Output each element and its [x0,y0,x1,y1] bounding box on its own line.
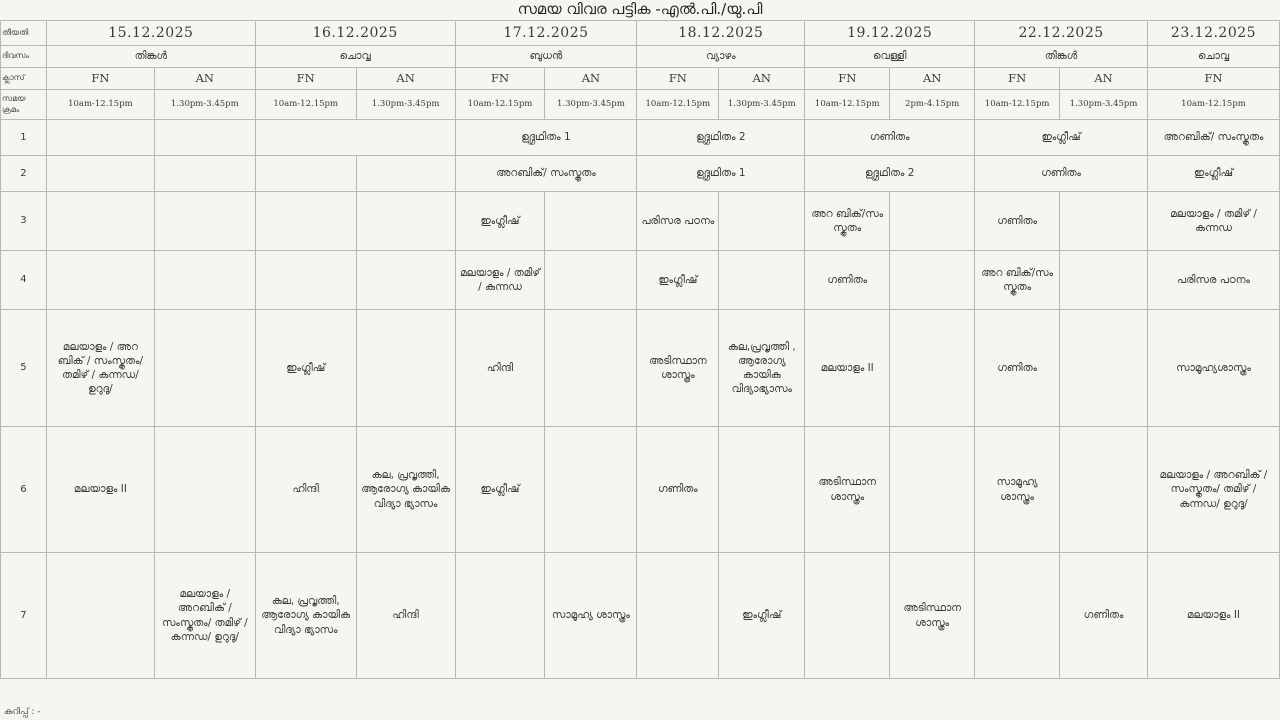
session-cell: FN [1148,68,1280,90]
subject-cell: ഇംഗ്ലീഷ് [1148,156,1280,192]
subject-cell: ഹിന്ദി [255,427,356,553]
time-row [1,90,1280,120]
subject-cell [890,251,975,310]
subject-cell [356,192,455,251]
day-cell: ബുധൻ [455,46,637,68]
row-number: 5 [1,310,47,427]
date-cell: 22.12.2025 [975,21,1148,46]
subject-cell [46,553,154,679]
session-cell: FN [975,68,1060,90]
subject-cell: മലയാളം II [805,310,890,427]
time-cell: 10am-12.15pm [455,90,545,120]
time-cell: 1.30pm-3.45pm [1060,90,1148,120]
subject-cell [154,310,255,427]
subject-cell [255,156,356,192]
subject-cell [154,156,255,192]
row-number: 4 [1,251,47,310]
row-number: 7 [1,553,47,679]
time-cell: 1.30pm-3.45pm [719,90,805,120]
row-number: 3 [1,192,47,251]
time-cell: 1.30pm-3.45pm [356,90,455,120]
subject-cell: അടിസ്ഥാന ശാസ്ത്രം [805,427,890,553]
table-row [1,427,1280,553]
subject-cell [46,120,154,156]
subject-cell: ഗണിതം [637,427,719,553]
subject-cell [1060,251,1148,310]
subject-cell: ഗണിതം [975,310,1060,427]
subject-cell [154,120,255,156]
date-cell: 19.12.2025 [805,21,975,46]
subject-cell [46,192,154,251]
row-number: 6 [1,427,47,553]
subject-cell: ഗണിതം [975,192,1060,251]
session-cell: FN [46,68,154,90]
subject-cell: ഇംഗ്ലീഷ് [975,120,1148,156]
subject-cell [890,427,975,553]
subject-cell [356,156,455,192]
subject-cell: മലയാളം / തമിഴ് / കന്നഡ [455,251,545,310]
subject-cell [890,192,975,251]
date-cell: 16.12.2025 [255,21,455,46]
subject-cell [154,427,255,553]
session-cell: FN [455,68,545,90]
subject-cell: ഉദ്ഗ്രഥിതം 2 [637,120,805,156]
session-cell: AN [154,68,255,90]
subject-cell: ഇംഗ്ലീഷ് [455,192,545,251]
subject-cell: മലയാളം / അറബിക് / സംസ്കൃതം/ തമിഴ് / കന്നഡ/ ഉറുദു/ [1148,427,1280,553]
time-cell: 10am-12.15pm [46,90,154,120]
subject-cell: മലയാളം II [46,427,154,553]
subject-cell: ഗണിതം [975,156,1148,192]
page-title: സമയ വിവര പട്ടിക -എൽ.പി./യു.പി [517,0,763,18]
subject-cell: മലയാളം / അറബിക് / സംസ്കൃതം/ തമിഴ് / കന്നഡ/ ഉറുദു/ [154,553,255,679]
session-cell: AN [356,68,455,90]
session-cell: AN [890,68,975,90]
time-cell: 1.30pm-3.45pm [545,90,637,120]
table-row [1,553,1280,679]
subject-cell [719,192,805,251]
subject-cell: മലയാളം / അറ ബിക് / സംസ്കൃതം/ തമിഴ് / കന്നഡ/ ഉറുദു/ [46,310,154,427]
session-cell: AN [545,68,637,90]
subject-cell [255,251,356,310]
subject-cell [805,553,890,679]
subject-cell [1060,192,1148,251]
timetable [0,20,1280,679]
subject-cell [975,553,1060,679]
subject-cell: കല, പ്രവൃത്തി, ആരോഗ്യ കായിക വിദ്യാ ഭ്യാസം [255,553,356,679]
row-number: 2 [1,156,47,192]
subject-cell: സാമൂഹ്യ ശാസ്ത്രം [975,427,1060,553]
subject-cell: ഉദ്ഗ്രഥിതം 2 [805,156,975,192]
day-cell: ചൊവ്വ [255,46,455,68]
subject-cell: ഗണിതം [1060,553,1148,679]
subject-cell: അറ ബിക്/സം സ്കൃതം [975,251,1060,310]
subject-cell: പരിസര പഠനം [637,192,719,251]
subject-cell: അടിസ്ഥാന ശാസ്ത്രം [637,310,719,427]
subject-cell: മലയാളം / തമിഴ് / കന്നഡ [1148,192,1280,251]
subject-cell: കല,പ്രവൃത്തി , ആരോഗ്യ കായിക വിദ്യാഭ്യാസം [719,310,805,427]
subject-cell: ഗണിതം [805,251,890,310]
subject-cell [46,156,154,192]
subject-cell: ഇംഗ്ലീഷ് [719,553,805,679]
day-row [1,46,1280,68]
subject-cell [1060,310,1148,427]
date-cell: 17.12.2025 [455,21,637,46]
subject-cell [356,251,455,310]
row-number: 1 [1,120,47,156]
subject-cell: അറബിക്/ സംസ്കൃതം [455,156,637,192]
subject-cell [255,192,356,251]
day-cell: തിങ്കൾ [975,46,1148,68]
subject-cell: സാമൂഹ്യ ശാസ്ത്രം [545,553,637,679]
subject-cell [545,427,637,553]
subject-cell: അറബിക്/ സംസ്കൃതം [1148,120,1280,156]
subject-cell: ഇംഗ്ലീഷ് [255,310,356,427]
subject-cell: പരിസര പഠനം [1148,251,1280,310]
time-cell: 2pm-4.15pm [890,90,975,120]
subject-cell: ഹിന്ദി [356,553,455,679]
subject-cell [545,192,637,251]
subject-cell [719,427,805,553]
table-row [1,120,1280,156]
subject-cell: കല, പ്രവൃത്തി, ആരോഗ്യ കായിക വിദ്യാ ഭ്യാസം [356,427,455,553]
subject-cell [545,310,637,427]
date-cell: 23.12.2025 [1148,21,1280,46]
subject-cell [154,192,255,251]
subject-cell: അറ ബിക്/സം സ്കൃതം [805,192,890,251]
date-cell: 15.12.2025 [46,21,255,46]
subject-cell: ഗണിതം [805,120,975,156]
subject-cell: ഇംഗ്ലീഷ് [455,427,545,553]
subject-cell [719,251,805,310]
subject-cell [545,251,637,310]
subject-cell [46,251,154,310]
day-cell: തിങ്കൾ [46,46,255,68]
session-cell: FN [255,68,356,90]
date-cell: 18.12.2025 [637,21,805,46]
time-cell: 10am-12.15pm [975,90,1060,120]
time-cell: 10am-12.15pm [255,90,356,120]
subject-cell [154,251,255,310]
time-cell: 10am-12.15pm [805,90,890,120]
note-label: കുറിപ്പ് : - [4,707,41,717]
subject-cell: ഇംഗ്ലീഷ് [637,251,719,310]
subject-cell [356,310,455,427]
subject-cell: ഉദ്ഗ്രഥിതം 1 [455,120,637,156]
subject-cell: മലയാളം II [1148,553,1280,679]
time-cell: 10am-12.15pm [1148,90,1280,120]
date-label: തീയതി [1,21,47,46]
day-label: ദിവസം [1,46,47,68]
subject-cell: അടിസ്ഥാന ശാസ്ത്രം [890,553,975,679]
subject-cell [890,310,975,427]
table-row [1,310,1280,427]
time-cell: 1.30pm-3.45pm [154,90,255,120]
session-cell: AN [719,68,805,90]
time-cell: 10am-12.15pm [637,90,719,120]
subject-cell [455,553,545,679]
class-label: ക്ലാസ് [1,68,47,90]
date-row [1,21,1280,46]
table-row [1,251,1280,310]
subject-cell: ഉദ്ഗ്രഥിതം 1 [637,156,805,192]
subject-cell [637,553,719,679]
subject-cell [255,120,455,156]
day-cell: വ്യാഴം [637,46,805,68]
day-cell: ചൊവ്വ [1148,46,1280,68]
session-row [1,68,1280,90]
table-row [1,156,1280,192]
table-row [1,192,1280,251]
subject-cell [1060,427,1148,553]
time-label: സമയ ക്രമം [1,90,47,120]
subject-cell: ഹിന്ദി [455,310,545,427]
session-cell: AN [1060,68,1148,90]
subject-cell: സാമൂഹ്യശാസ്ത്രം [1148,310,1280,427]
day-cell: വെള്ളി [805,46,975,68]
session-cell: FN [805,68,890,90]
session-cell: FN [637,68,719,90]
